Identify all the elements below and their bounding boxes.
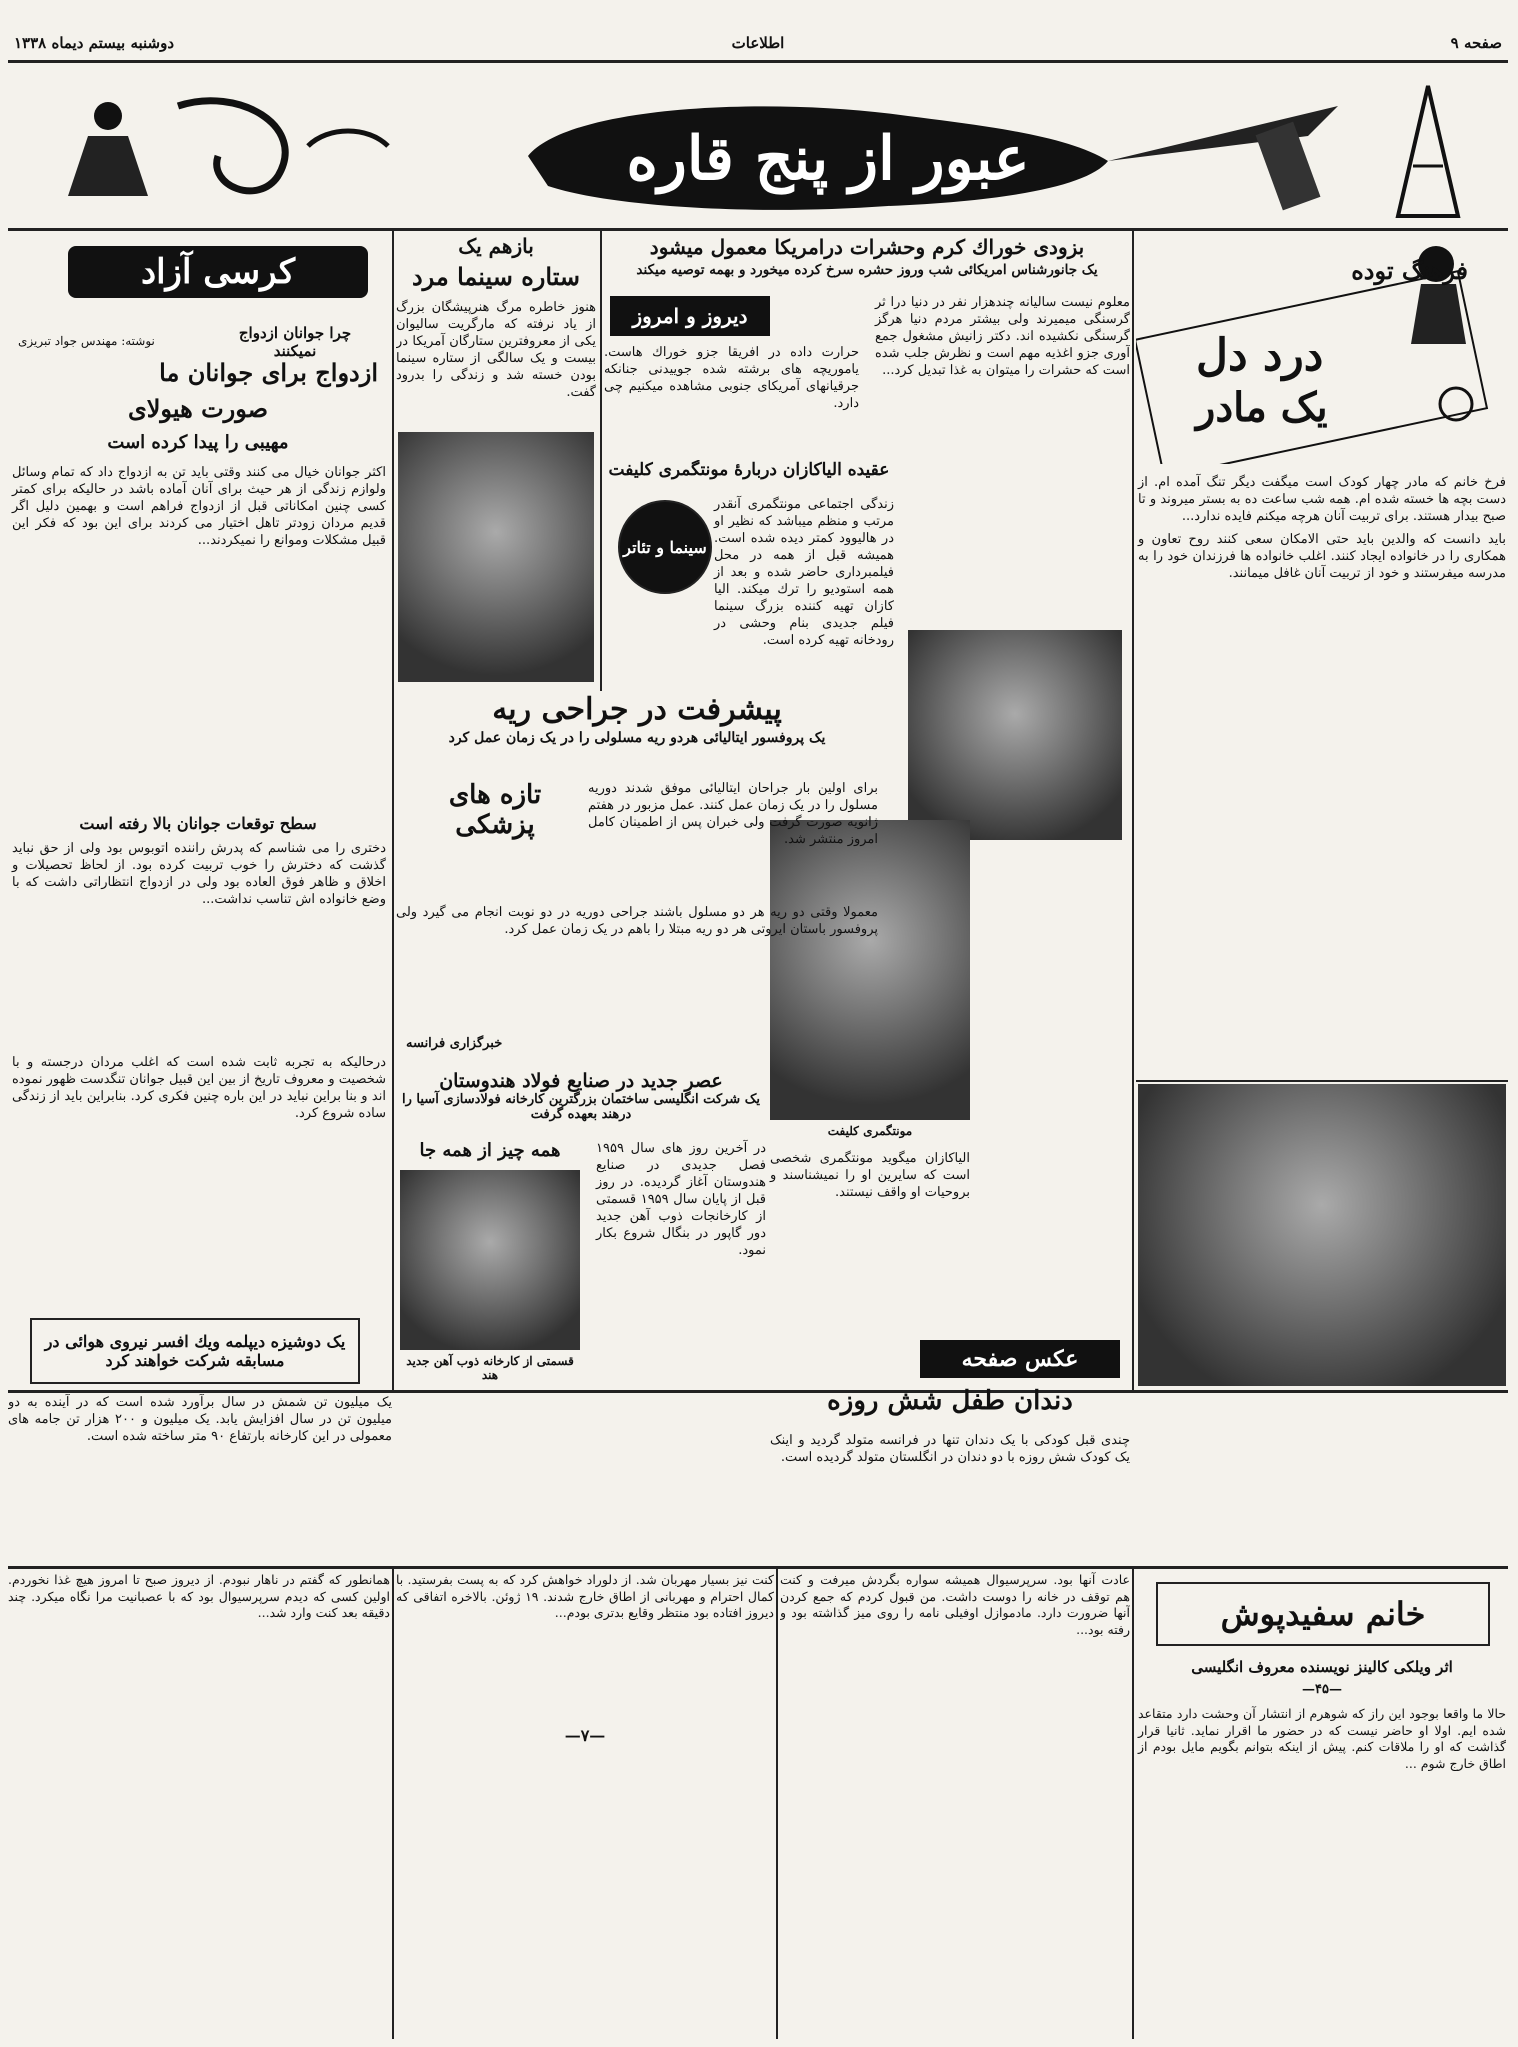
star-title-2: ستاره سینما مرد: [411, 262, 581, 291]
serial-column-1: [1136, 1572, 1508, 2042]
parenting-para-2: باید دانست که والدین باید حتی الامکان سعی کنند روح تعاون و همکاری را در خانواده ایجاد کنند. اغلب خانواده ها فرزندان خود را به مدرسه میفرستند و خود از تربیت آنان غافل میمانند.: [1138, 532, 1506, 581]
star-article: [396, 234, 596, 694]
parenting-tag: فرهنگ توده: [1351, 256, 1468, 285]
medical-news-tag: تازه های پزشکی: [448, 780, 542, 840]
serial-column-3: [396, 1572, 774, 2038]
kursi-azad-byline: نوشته: مهندس جواد تبریزی: [18, 334, 155, 348]
food-headline: بزودی خوراك کرم وحشرات درامریکا معمول میشود: [649, 235, 1085, 259]
surgery-text: برای اولین بار جراحان ایتالیائی موفق شدند دوریه مسلول را در یک زمان عمل کنند. عمل مزبور در هفتم ژانویه صورت گرفت ولی خبران پس از اطمینان کامل امروز منتشر شد.: [588, 781, 878, 847]
cinema-badge-text: سینما و تئاتر: [623, 537, 707, 557]
serial-author: اثر ویلکی کالینز نویسنده معروف انگلیسی: [1191, 1658, 1453, 1676]
star-title-1: بازهم یک: [458, 234, 534, 258]
banner: [8, 66, 1508, 226]
star-text: هنوز خاطره مرگ هنرپیشگان بزرگ از یاد نرفته که مارگریت سالیوان یکی از معروفترین ستارگان آمریکا در بیست و یک سالگی از ستاره سینما بودن خسته شد و زندگی را بدرود گفت.: [396, 300, 596, 400]
kursi-azad-para-2: دختری را می شناسم که پدرش راننده اتوبوس بود ولی از حق نباید گذشت که دخترش را خوب تربیت کرده بود. از لحاظ تحصیلات و اخلاق و ظاهر فوق العاده بود ولی در ازدواج انتظاراتی داشت که با وضع خانواده اش تناسب نداشت...: [12, 841, 386, 907]
column-tag-today: دیروز و امروز: [610, 296, 770, 336]
kursi-azad-article: [8, 234, 390, 1314]
parenting-title-2: یک مادر: [1196, 384, 1328, 431]
serial-title-box: [1156, 1582, 1490, 1646]
kursi-azad-para-1: اکثر جوانان خیال می کنند وقتی بايد تن به ازدواج داد که تمام وسائل ولوازم زندگی از هر حیث برای آنان آماده باشد در حالیکه برای کمتر کسی چنین امکاناتی قبل از ازدواج فراهم است و بهمین دلیل اگر قدیم مردان زودتر تاهل اختیار می کردند برای این بود که فکر این قبیل مشکلات وموانع را نمیکردند...: [12, 465, 386, 548]
kursi-azad-sub-1: مهیبی را پیدا کرده است: [107, 432, 289, 453]
page-number: صفحه ۹: [1450, 34, 1502, 52]
food-text-2: حرارت داده در افریقا جزو خوراك هاست. یاموریچه های برشته شده جوییدنی جنانکه جرقیانهای آمریکای جنوبی مشاهده میکنیم چی دارد.: [604, 345, 859, 411]
steel-text-2: یک میلیون تن شمش در سال برآورد شده است که در آینده به دو میلیون تن در سال افزایش یابد. یک میلیون و ۲۰۰ هزار تن جامه های معمولی در این کارخانه بارتفاع ۹۰ متر ساخته شده است.: [8, 1395, 392, 1444]
serial-text-3: کنت نیز بسیار مهربان شد. از دلوراد خواهش کرد که به پست بفرستید. با کمال احترام و مهربانی از اطاق خارج شدند. ۱۹ ژوئن. بالاخره اتفاقی که دیروز افتاده بود منتظر وقایع بدتری بودم...: [396, 1572, 774, 1620]
baby-photo: [1138, 1084, 1506, 1386]
surgery-article: [396, 690, 878, 1070]
surgery-text-2: معمولا وقتی دو ریه هر دو مسلول باشند جراحی دوریه در دو نوبت انجام می گیرد ولی پروفسور باستان ایروتی هر دو ریه مبتلا را باهم در یک زمان عمل کرد.: [396, 905, 878, 937]
issue-date: دوشنبه بیستم دیماه ۱۳۳۸: [14, 34, 175, 52]
steel-subhead: یک شرکت انگلیسی ساختمان بزرگترین کارخانه فولادسازی آسیا را درهند بعهده گرفت: [402, 1092, 760, 1122]
serial-episode: —۴۵—: [1302, 1682, 1342, 1697]
photo-feature-tag: عکس صفحه: [920, 1340, 1120, 1378]
kazan-text: زندگی اجتماعی مونتگمری آنقدر مرتب و منظم میباشد که نظیر او در هالیوود کمتر دیده شده است. همیشه قبل از همه در محل فیلمبرداری حاضر شده و بعد از همه استودیو را ترك میکند. الیا کازان تهیه کننده بزرگ سینما فیلم جدیدی بنام وحشی در رودخانه تهیه کرده است.: [714, 497, 894, 648]
serial-chapter: —۷—: [564, 1726, 606, 1745]
food-subhead: یک جانورشناس امریکائی شب وروز حشره سرخ کرده میخورد و بهمه توصیه میکند: [636, 262, 1098, 278]
cinema-badge: [618, 500, 712, 594]
masthead: [8, 28, 1508, 58]
parenting-title-1: درد دل: [1196, 330, 1324, 381]
steel-headline: عصر جدید در صنایع فولاد هندوستان: [439, 1070, 723, 1092]
serial-column-4: همانطور که گفتم در ناهار نبودم. از دیروز صبح تا امروز هیچ غذا نخوردم. اولین کسی که دیدم سرپرسیوال بود که با عصبانیت مرا نگاه میکرد. چند دقیقه بعد کنت وارد شد...: [8, 1572, 390, 1620]
kursi-azad-section: کرسی آزاد: [68, 246, 368, 298]
factory-caption: قسمتی از کارخانه ذوب آهن جدید هند: [406, 1354, 574, 1382]
food-text: معلوم نیست سالیانه چندهزار نفر در دنیا درا ثر گرسنگی میمیرند ولی بیشتر مردم دنیا هرگز گرسنگی نکشیده اند. دکتر زانیش مشغول جمع آوری جزو اغذیه مهم است و نظرش جلب شده است که حشرات را میتوان به غذا تبدیل کرد...: [875, 295, 1130, 378]
surgery-credit: خبرگزاری فرانسه: [406, 1036, 503, 1051]
parenting-para-1: فرخ خانم که مادر چهار کودک است میگفت دیگر تنگ آمده ام. از دست بچه ها خسته شده ام. همه شب ساعت ده به بستر میروند و تا صبح بیدار هستند. برای تربیت آنان هرچه میکنم فایده ندارد...: [1138, 475, 1506, 524]
steel-article: [396, 1070, 766, 1388]
kursi-azad-title-2: صورت هیولای: [127, 394, 269, 423]
serial-column-2: عادت آنها بود. سرپرسیوال همیشه سواره بگردش میرفت و کنت هم توقف در خانه را دوست داشت. من قبول کردم که جمع کردن آنها ضرورت دارد. مادموازل اوفیلی نامه را روی میز گذاشته بود و رفته بود...: [780, 1572, 1130, 1637]
diploma-box: [30, 1318, 360, 1384]
factory-photo: [400, 1170, 580, 1350]
clift-photo: [908, 630, 1122, 840]
clift-caption: مونتگمری کلیفت: [827, 1124, 913, 1138]
kazan-headline: عقیده الیاکازان دربارهٔ مونتگمری کلیفت: [608, 460, 890, 480]
serial-title: خانم سفیدپوش: [1220, 1595, 1426, 1633]
diploma-box-title: یک دوشیزه دیپلمه ویك افسر نیروی هوائی در مسابقه شرکت خواهند کرد: [44, 1332, 346, 1370]
parenting-text: [1138, 474, 1506, 1034]
parenting-article: [1136, 234, 1508, 1134]
banner-title: عبور از پنج قاره: [626, 124, 1030, 194]
star-photo: [398, 432, 594, 682]
kursi-azad-sub-2: سطح توقعات جوانان بالا رفته است: [79, 814, 317, 833]
photo-feature: [770, 1340, 1130, 1560]
kursi-azad-title-1: ازدواج برای جوانان ما: [159, 358, 378, 387]
surgery-headline: پیشرفت در جراحی ریه: [492, 692, 782, 727]
kursi-azad-para-3: درحالیکه به تجربه ثابت شده است که اغلب مردان درجسته و با شخصیت و معروف تاریخ از بین این قبیل جوانان تنگدست ظهور نموده اند و بنا براین نباید در این باره چنین فکری کرد. بنابراین باید از زندگی ساده شروع کرد.: [12, 1055, 386, 1121]
kursi-azad-kicker: چرا جوانان ازدواج نمیکنند: [238, 324, 352, 360]
paper-name: اطلاعات: [731, 34, 785, 52]
kazan-text-2: الیاکازان میگوید مونتگمری شخصی است که سایرین او را نمیشناسند و بروحیات او واقف نیستند.: [770, 1151, 970, 1200]
misc-tag: همه چیز از همه جا: [419, 1140, 561, 1161]
photo-feature-title: دندان طفل شش روزه: [827, 1386, 1073, 1416]
steel-text: در آخرین روز های سال ۱۹۵۹ فصل جدیدی در صنایع هندوستان آغاز گردیده. در روز قبل از پایان سال ۱۹۵۹ قسمتی از کارخانجات ذوب آهن جدید دور گاپور در بنگال شروع بکار نمود.: [596, 1141, 766, 1258]
serial-text-1: حالا ما واقعا بوجود این راز که شوهرم از انتشار آن وحشت دارد متقاعد شده ایم. اولا او حاضر نیست که در حضور ما اقرار نماید. ثانیا قرار گذاشت که او را ملاقات کنم. پیش از اینکه بتوانم بگویم مایل بودم از اطاق خارج شوم ...: [1138, 1706, 1506, 1771]
surgery-subhead: یک پروفسور ایتالیائی هردو ریه مسلولی را در یک زمان عمل کرد: [448, 730, 826, 746]
photo-feature-text: چندی قبل کودکی با یک دندان تنها در فرانسه متولد گردید و اینک یک کودک شش روزه با دو دندان در انگلستان متولد گردیده است.: [770, 1433, 1130, 1465]
